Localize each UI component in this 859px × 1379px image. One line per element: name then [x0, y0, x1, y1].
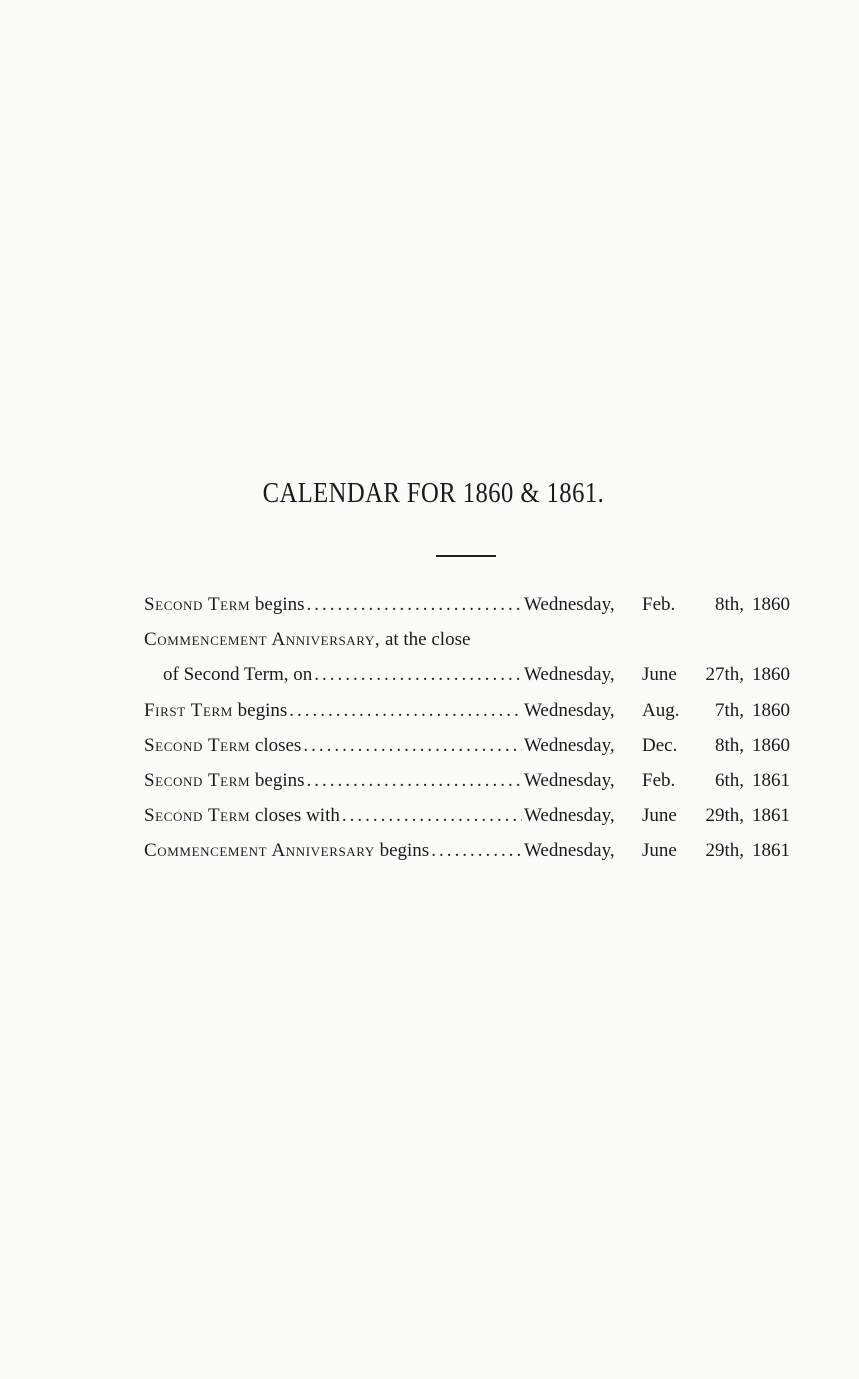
dot-leader [303, 735, 522, 757]
page-title: CALENDAR FOR 1860 & 1861. [262, 478, 605, 509]
entry-weekday: Wednesday, [524, 735, 615, 756]
entry-weekday: Wednesday, [524, 770, 615, 791]
entry-day: 7th, [714, 700, 744, 721]
calendar-list [144, 594, 794, 875]
entry-day: 8th, [714, 594, 744, 615]
calendar-entry [144, 629, 794, 700]
entry-term: Second Term [144, 805, 251, 826]
dot-leader [289, 700, 522, 722]
entry-day: 27th, [705, 664, 744, 685]
entry-action: closes with [254, 805, 340, 826]
entry-term: First Term [144, 700, 233, 721]
dot-leader [307, 770, 523, 792]
entry-day: 29th, [705, 805, 744, 826]
entry-term: Commencement Anniversary, [144, 629, 381, 650]
entry-month: June [642, 805, 677, 826]
entry-year: 1860 [752, 735, 790, 756]
entry-year: 1861 [752, 770, 790, 791]
calendar-entry [144, 594, 794, 629]
entry-month: Feb. [642, 770, 676, 791]
dot-leader [314, 664, 522, 686]
entry-month: Aug. [642, 700, 680, 721]
dot-leader [431, 840, 522, 862]
entry-action: begins [237, 700, 288, 721]
entry-action: begins [254, 594, 305, 615]
entry-action: begins [254, 770, 305, 791]
entry-year: 1861 [752, 840, 790, 861]
entry-term: Second Term [144, 770, 251, 791]
entry-weekday: Wednesday, [524, 700, 615, 721]
calendar-entry [144, 770, 794, 805]
entry-day: 6th, [714, 770, 744, 791]
entry-weekday: Wednesday, [524, 594, 615, 615]
entry-month: Dec. [642, 735, 678, 756]
entry-action: closes [254, 735, 302, 756]
entry-day: 8th, [714, 735, 744, 756]
entry-month: June [642, 840, 677, 861]
entry-continuation: of Second Term, on [163, 664, 313, 685]
entry-month: June [642, 664, 677, 685]
entry-term: Second Term [144, 594, 251, 615]
entry-term: Commencement Anniversary [144, 840, 375, 861]
entry-weekday: Wednesday, [524, 840, 615, 861]
entry-year: 1861 [752, 805, 790, 826]
entry-weekday: Wednesday, [524, 664, 615, 685]
entry-weekday: Wednesday, [524, 805, 615, 826]
entry-term: Second Term [144, 735, 251, 756]
calendar-entry [144, 840, 794, 875]
entry-year: 1860 [752, 664, 790, 685]
entry-day: 29th, [705, 840, 744, 861]
entry-action: at the close [384, 629, 471, 650]
calendar-entry [144, 700, 794, 735]
calendar-entry [144, 805, 794, 840]
title-divider [436, 555, 496, 557]
entry-action: begins [379, 840, 430, 861]
calendar-entry [144, 735, 794, 770]
entry-month: Feb. [642, 594, 676, 615]
entry-year: 1860 [752, 700, 790, 721]
entry-year: 1860 [752, 594, 790, 615]
dot-leader [342, 805, 522, 827]
dot-leader [307, 594, 523, 616]
